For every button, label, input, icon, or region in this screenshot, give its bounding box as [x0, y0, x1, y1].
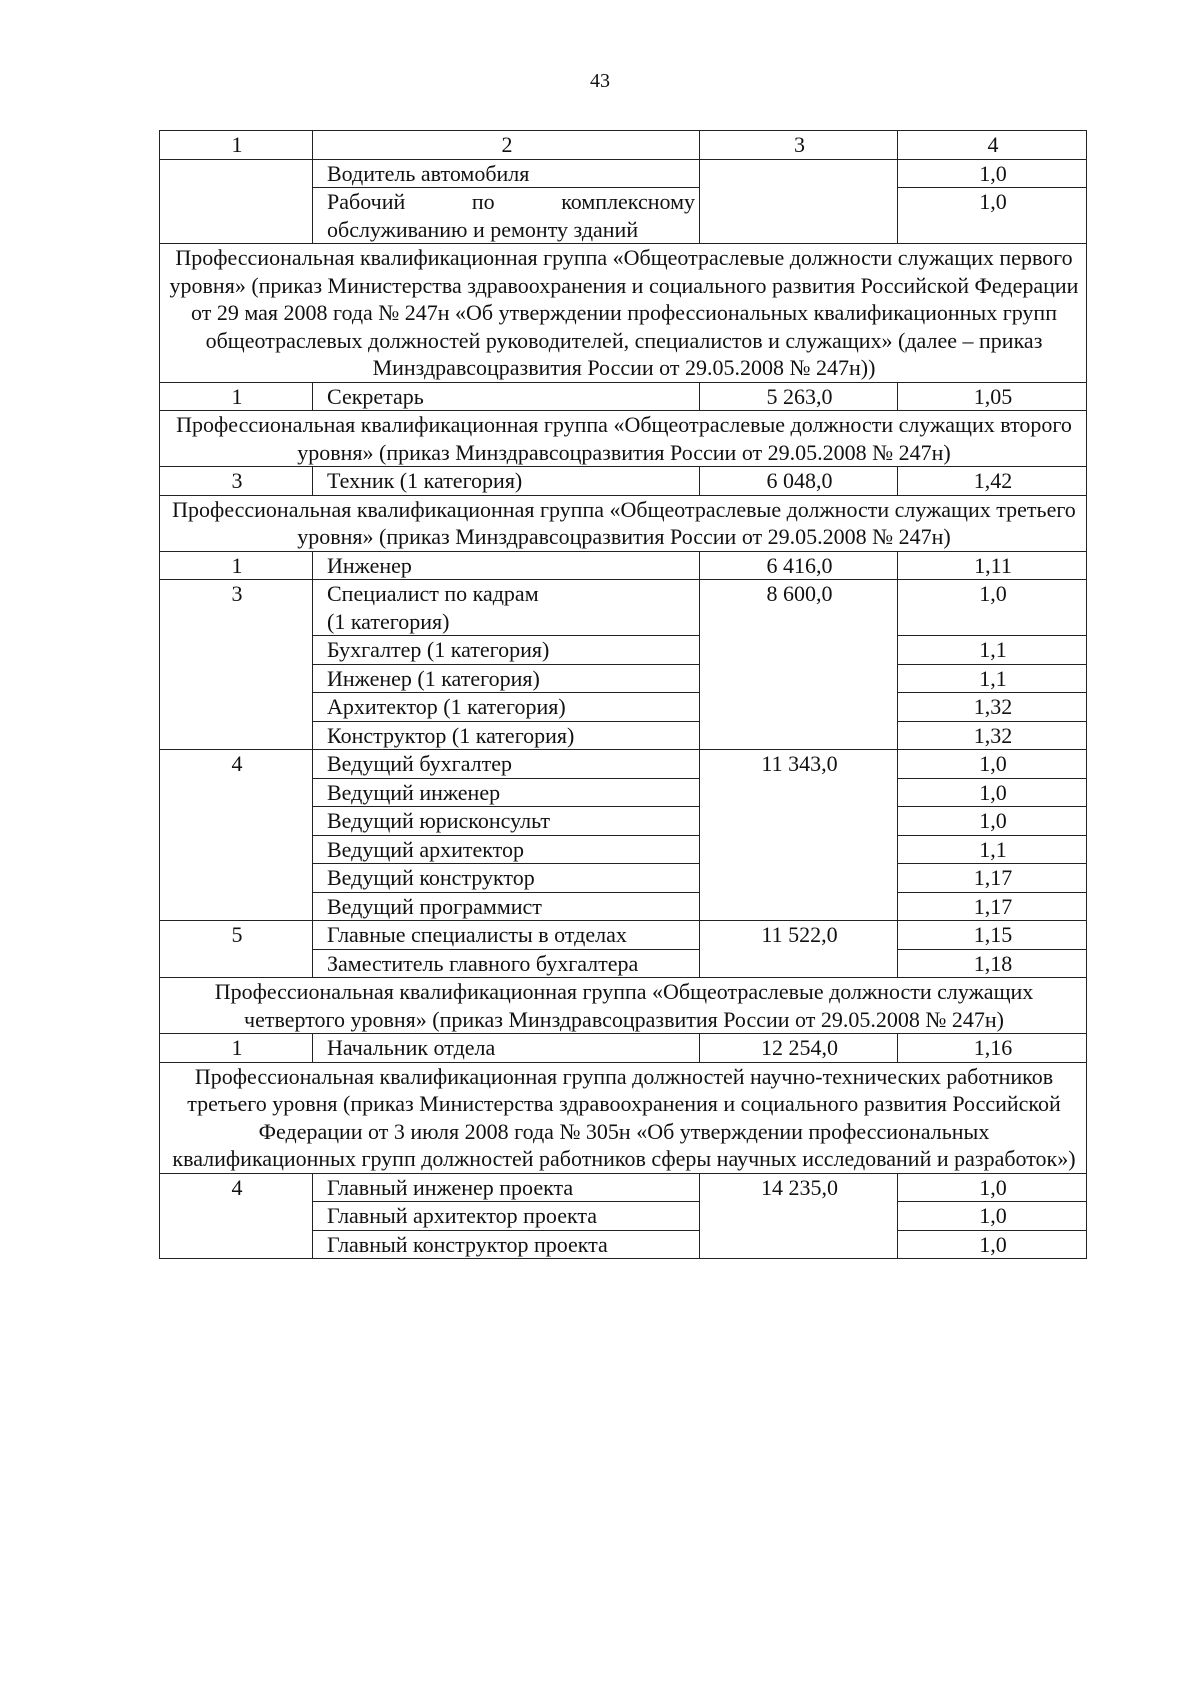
- table-row: [160, 467, 1087, 496]
- position-name: Главный конструктор проекта: [313, 1230, 700, 1259]
- group-header-row: [160, 495, 1087, 551]
- coef-cell: 1,05: [898, 382, 1087, 411]
- coef-cell: 1,16: [898, 1034, 1087, 1063]
- salary-cell: 11 522,0: [700, 921, 898, 978]
- level-cell: 1: [160, 382, 313, 411]
- group-title: Профессиональная квалификационная группа «Общеотраслевые должности служащих первого уровня» (приказ Министерства здравоохранения и социального развития Российской Федерации от 29 мая 2008 года № 247н «Об утверждении профессиональных квалификационных групп общеотраслевых должностей руководителей, специалистов и служащих» (далее – приказ Минздравсоцразвития России от 29.05.2008 № 247н)): [160, 244, 1087, 383]
- page-number: 43: [590, 70, 610, 92]
- header-cell: 4: [898, 131, 1087, 160]
- coef-cell: 1,18: [898, 949, 1087, 978]
- coef-cell: 1,15: [898, 921, 1087, 950]
- salary-cell: 12 254,0: [700, 1034, 898, 1063]
- group-header-row: [160, 1062, 1087, 1173]
- coef-cell: 1,0: [898, 1202, 1087, 1231]
- table-row: [160, 921, 1087, 950]
- group-header-row: [160, 244, 1087, 383]
- group-header-row: [160, 411, 1087, 467]
- name-line1: Специалист по кадрам: [327, 581, 539, 606]
- position-name: Главный архитектор проекта: [313, 1202, 700, 1231]
- table-row: [160, 1173, 1087, 1202]
- coef-cell: 1,0: [898, 188, 1087, 244]
- group-title: Профессиональная квалификационная группа должностей научно-технических работников третьего уровня (приказ Министерства здравоохранения и социального развития Российской Федерации от 3 июля 2008 года № 305н «Об утверждении профессиональных квалификационных групп должностей работников сферы научных исследований и разработок»): [160, 1062, 1087, 1173]
- position-name: Техник (1 категория): [313, 467, 700, 496]
- coef-cell: 1,1: [898, 664, 1087, 693]
- header-cell: 2: [313, 131, 700, 160]
- coef-cell: 1,0: [898, 778, 1087, 807]
- salary-cell: 6 048,0: [700, 467, 898, 496]
- position-name: [313, 580, 700, 636]
- name-line2: (1 категория): [327, 608, 450, 634]
- level-cell: 1: [160, 1034, 313, 1063]
- level-cell: 3: [160, 580, 313, 750]
- salary-cell: 11 343,0: [700, 750, 898, 921]
- level-cell: [160, 159, 313, 244]
- name-word: комплексному: [561, 189, 695, 214]
- position-name: Бухгалтер (1 категория): [313, 636, 700, 665]
- salary-cell: 14 235,0: [700, 1173, 898, 1259]
- position-name: Ведущий архитектор: [313, 835, 700, 864]
- position-name: Главные специалисты в отделах: [313, 921, 700, 950]
- coef-cell: 1,1: [898, 636, 1087, 665]
- salary-cell: 8 600,0: [700, 580, 898, 750]
- header-cell: 3: [700, 131, 898, 160]
- group-title: Профессиональная квалификационная группа «Общеотраслевые должности служащих четвертого уровня» (приказ Минздравсоцразвития России от 29.05.2008 № 247н): [160, 978, 1087, 1034]
- position-name: Ведущий конструктор: [313, 864, 700, 893]
- salary-cell: 6 416,0: [700, 551, 898, 580]
- coef-cell: 1,42: [898, 467, 1087, 496]
- coef-cell: 1,32: [898, 721, 1087, 750]
- coef-cell: 1,17: [898, 892, 1087, 921]
- position-name: [313, 188, 700, 244]
- coef-cell: 1,32: [898, 693, 1087, 722]
- group-header-row: [160, 978, 1087, 1034]
- header-cell: 1: [160, 131, 313, 160]
- coef-cell: 1,17: [898, 864, 1087, 893]
- position-name: Водитель автомобиля: [313, 159, 700, 188]
- coef-cell: 1,0: [898, 159, 1087, 188]
- table-row: [160, 750, 1087, 779]
- table-row: [160, 159, 1087, 188]
- position-name: Инженер (1 категория): [313, 664, 700, 693]
- position-name: Ведущий бухгалтер: [313, 750, 700, 779]
- level-cell: 4: [160, 1173, 313, 1259]
- coef-cell: 1,0: [898, 1230, 1087, 1259]
- salary-cell: [700, 159, 898, 244]
- coef-cell: 1,11: [898, 551, 1087, 580]
- position-name: Секретарь: [313, 382, 700, 411]
- coef-cell: 1,0: [898, 807, 1087, 836]
- coef-cell: 1,0: [898, 580, 1087, 636]
- coef-cell: 1,0: [898, 1173, 1087, 1202]
- name-line2: обслуживанию и ремонту зданий: [327, 216, 639, 242]
- coef-cell: 1,0: [898, 750, 1087, 779]
- table-row: [160, 1034, 1087, 1063]
- table-row: [160, 580, 1087, 636]
- position-name: Архитектор (1 категория): [313, 693, 700, 722]
- group-title: Профессиональная квалификационная группа «Общеотраслевые должности служащих второго уровня» (приказ Минздравсоцразвития России от 29.05.2008 № 247н): [160, 411, 1087, 467]
- position-name: Главный инженер проекта: [313, 1173, 700, 1202]
- table-row: [160, 551, 1087, 580]
- salary-table: [159, 130, 1087, 1259]
- position-name: Начальник отдела: [313, 1034, 700, 1063]
- header-row: [160, 131, 1087, 160]
- position-name: Инженер: [313, 551, 700, 580]
- position-name: Ведущий программист: [313, 892, 700, 921]
- position-name: Заместитель главного бухгалтера: [313, 949, 700, 978]
- coef-cell: 1,1: [898, 835, 1087, 864]
- salary-cell: 5 263,0: [700, 382, 898, 411]
- name-word: по: [471, 189, 495, 214]
- name-word: Рабочий: [327, 189, 406, 214]
- table-row: [160, 382, 1087, 411]
- position-name: Ведущий инженер: [313, 778, 700, 807]
- level-cell: 3: [160, 467, 313, 496]
- group-title: Профессиональная квалификационная группа «Общеотраслевые должности служащих третьего уровня» (приказ Минздравсоцразвития России от 29.05.2008 № 247н): [160, 495, 1087, 551]
- level-cell: 1: [160, 551, 313, 580]
- position-name: Ведущий юрисконсульт: [313, 807, 700, 836]
- position-name: Конструктор (1 категория): [313, 721, 700, 750]
- level-cell: 5: [160, 921, 313, 978]
- level-cell: 4: [160, 750, 313, 921]
